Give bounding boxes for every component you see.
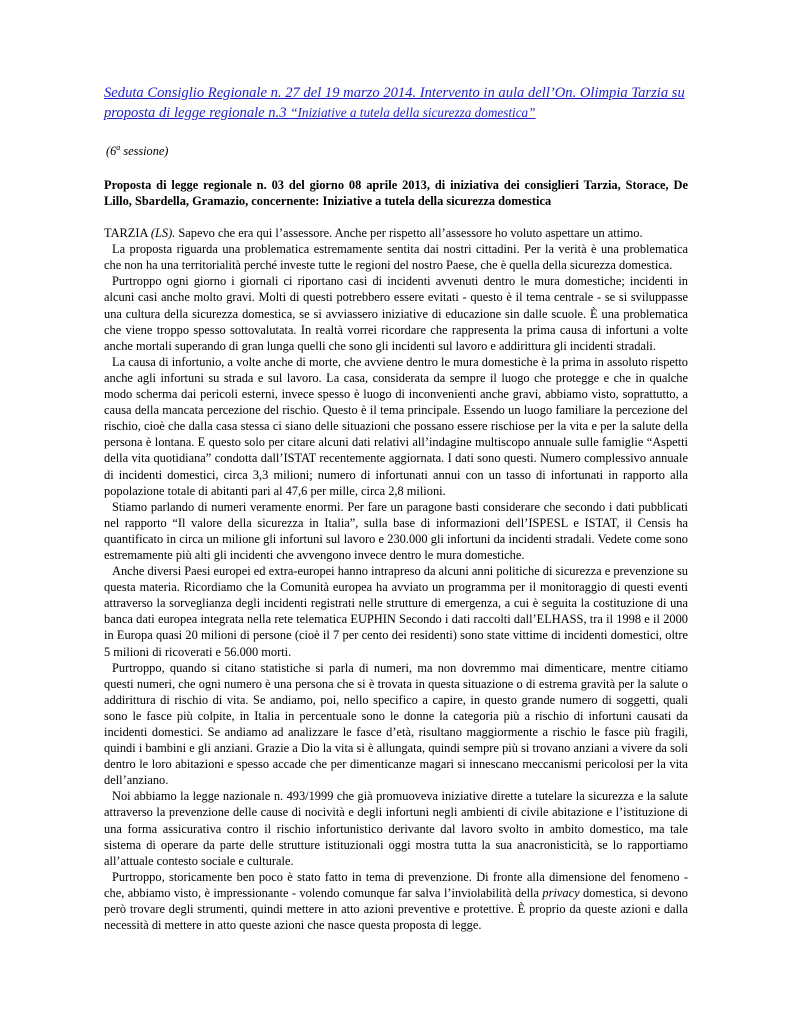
speech-body xyxy=(104,225,688,933)
session-number: (6 xyxy=(106,144,117,159)
paragraph: Stiamo parlando di numeri veramente enormi. Per fare un paragone basti considerare che secondo i dati pubblicati nel rapporto “Il valore della sicurezza in Italia”, sulla base di informazioni dell’ISPESL e ISTAT, il Censis ha quantificato in circa un milione gli infortuni sul lavoro e 230.000 gli infortuni da incidenti stradali. Vedete come sono estremamente più alti gli incidenti che avvengono invece dentro le mura domestiche. xyxy=(104,499,688,562)
speaker-name: TARZIA xyxy=(104,226,151,241)
paragraph: La proposta riguarda una problematica estremamente sentita dai nostri cittadini. Per la verità è una problematica che non ha una territorialità perché investe tutte le regioni del nostro Paese, che è quella della sicurezza domestica. xyxy=(104,242,688,273)
speech-opening xyxy=(104,225,688,241)
speaker-party: (LS). xyxy=(150,226,176,241)
document-title[interactable] xyxy=(104,84,688,123)
paragraph: Purtroppo ogni giorno i giornali ci riportano casi di incidenti avvenuti dentro le mura domestiche; incidenti in alcuni casi anche molto gravi. Molti di questi potrebbero essere evitati - questo è il tema centrale - se si sviluppasse una cultura della sicurezza domestica, se si avviassero iniziative di educazione sin dalle scuole. È una problematica che viene troppo spesso sottovalutata. In realtà vorrei ricordare che rappresenta la prima causa di infortuni a volte anche mortali superando di gran lunga quelli che sono gli incidenti sul lavoro e addirittura gli incidenti stradali. xyxy=(104,274,688,353)
session-text: sessione) xyxy=(120,144,169,159)
paragraph: Purtroppo, quando si citano statistiche si parla di numeri, ma non dovremmo mai dimenticare, mentre citiamo questi numeri, che ogni numero è una persona che si è trovata in questa situazione o di estrema gravità per la salute o addirittura di rischio di vita. Se andiamo, poi, nello specifico a capire, in questo grande numero di soggetti, quali sono le fasce più colpite, in Italia in percentuale sono le donne la categoria più a rischio di infortuni causati da incidenti domestici. Se andiamo ad analizzare le fasce d’età, risultano maggiormente a rischio le fasce più fragili, quindi i bambini e gli anziani. Grazie a Dio la vita si è allungata, quindi sempre più si trovano anziani a vivere da soli dentro le loro abitazioni e spesso accade che per dimenticanze magari si innescano meccanismi pericolosi per la vita dell’anziano. xyxy=(104,660,688,788)
law-heading: Proposta di legge regionale n. 03 del giorno 08 aprile 2013, di iniziativa dei consiglieri Tarzia, Storace, De Lillo, Sbardella, Gramazio, concernente: Iniziative a tutela della sicurezza domestica xyxy=(104,178,688,209)
title-law-name: “Iniziative a tutela della sicurezza domestica” xyxy=(290,105,536,120)
paragraph: Anche diversi Paesi europei ed extra-europei hanno intrapreso da alcuni anni politiche di sicurezza e prevenzione su questa materia. Ricordiamo che la Comunità europea ha avviato un programma per il monitoraggio di questi eventi attraverso la sorveglianza degli incidenti registrati nelle strutture di emergenza, a cui è seguita la costituzione di una banca dati europea integrata nella rete telematica EUPHIN Secondo i dati raccolti dall’ELHASS, tra il 1998 e il 2000 in Europa quasi 20 milioni di persone (cioè il 7 per cento dei residenti) sono state vittime di incidenti domestici, oltre 5 milioni di ricoverati e 56.000 morti. xyxy=(104,564,688,659)
document-page xyxy=(104,84,688,933)
final-text-start: Purtroppo, storicamente ben poco è stato fatto in tema di prevenzione. Di fronte alla dimensione del fenomeno - che, abbiamo visto, è impressionante - volendo comunque far salva l’inviolabilità della xyxy=(104,869,688,900)
privacy-word: privacy xyxy=(542,885,580,900)
session-ordinal: a xyxy=(116,143,121,152)
paragraph-final xyxy=(104,869,688,933)
session-label xyxy=(106,140,688,159)
final-text-end: domestica, si devono però trovare degli strumenti, quindi mettere in atto azioni preventive e protettive. È proprio da queste azioni e dalla necessità di mettere in atto queste azioni che nasce questa proposta di legge. xyxy=(104,885,688,933)
paragraph: La causa di infortunio, a volte anche di morte, che avviene dentro le mura domestiche è la prima in assoluto rispetto anche agli infortuni su strada e sul lavoro. La casa, considerata da sempre il luogo che protegge e che in qualche modo scherma dai pericoli esterni, invece spesso è luogo di inconvenienti anche gravi, abbiamo visto, soprattutto, a causa della mancata percezione del rischio. Questo è il tema principale. Essendo un luogo familiare la percezione del rischio, cioè che dalla casa stessa ci siano delle situazioni che possano essere rischiose per la vita e per la salute della persona è lontana. E questo solo per citare alcuni dati relativi all’indagine multiscopo annuale sulle famiglie “Aspetti della vita quotidiana” condotta dall’ISTAT recentemente aggiornata. I dati sono questi. Numero complessivo annuale di incidenti domestici, circa 3,3 milioni; numero di infortunati annui con un tasso di infortunati in rapporto alla popolazione totale di abitanti pari al 47,6 per mille, circa 2,8 milioni. xyxy=(104,354,688,498)
paragraph: Noi abbiamo la legge nazionale n. 493/1999 che già promuoveva iniziative dirette a tutelare la sicurezza e la salute attraverso la prevenzione delle cause di nocività e degli infortuni negli ambienti di civile abitazione e l’istituzione di una forma assicurativa contro il rischio infortunistico derivante dal lavoro svolto in ambito domestico, ma tale sistema di operare da parte delle strutture istituzionali oggi mostra tutta la sua anacronisticità, se lo rapportiamo all’attuale contesto sociale e culturale. xyxy=(104,789,688,868)
opening-text: Sapevo che era qui l’assessore. Anche per rispetto all’assessore ho voluto aspettare un attimo. xyxy=(175,226,643,241)
title-main: Seduta Consiglio Regionale n. 27 del 19 marzo 2014. Intervento in aula dell’On. Olimpia Tarzia su proposta di legge regionale n.3 xyxy=(104,85,685,121)
